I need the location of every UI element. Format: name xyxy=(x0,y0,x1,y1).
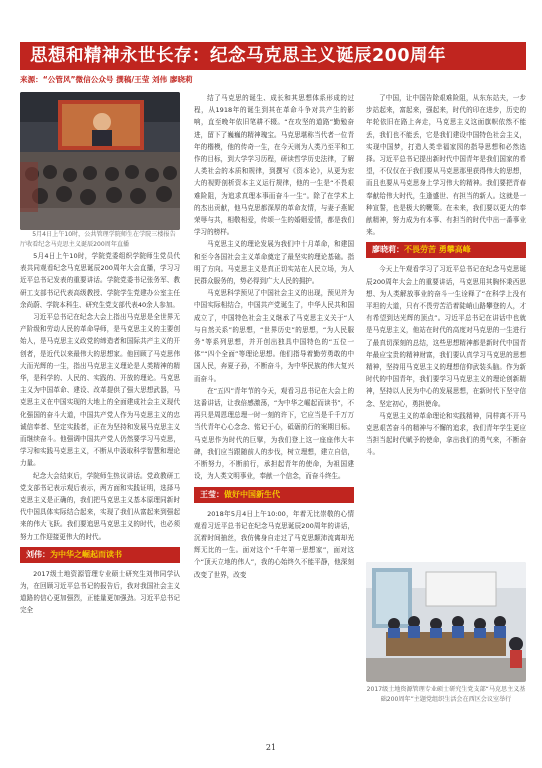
col2-paragraph-4: 在“五四”青年节的今天，观看习总书记在大会上的这番讲话，让我倍感激荡，“为中华之崛起而读书”，不再只是周恩理总理一时一刻的许下，它应当是千千万万当代青年心心念念、铭记于心，砥砺前行的案期目标。马克思作为时代的巨擘，为我们登上这一座座伟大丰碑，我们应当跟随前人的步伐，树立理想，建立自信，不断努力，不断前行，承担起青年的使命，为祖国建设，为人类文明事业，奉献一个信念，而奋斗终生。 xyxy=(194,386,354,481)
column-1 xyxy=(20,92,180,617)
col2-paragraph-3: 马克思科学预见了中国社会主义的出现，预见并为中国实际相结合，中国共产党诞生了，中华人民共和国成立了，中国特色社会主义继承了马克思主义关于“人与自然关系”的思想，“世界历史”的思想，“为人民服务”等系列思想，并开创出独具中国特色的“五位一体”“四个全面”等理论思想。他们指导着勤劳勇敢的中国人民，奔夏子孙，不断奋斗，为中华民族的伟大复兴而奋斗。 xyxy=(194,289,354,383)
col3-paragraph-2: 今天上午观看学习了习近平总书记在纪念马克思诞辰200周年大会上的重要讲话，马克思用其胸怀秉西思想、为人类解放事业的奋斗一生诠释了“在科学上没有平坦的大道，只有不畏劳苦沿着陡峭山路攀登的人，才有希望到达光辉的顶点”。习近平总书记在讲话中也就是马克思主义，他站在时代的高度对马克思的一生进行了最真切深刻的总结，这些思想精神都是新时代中国青年最应宝贵的精神财富，我们要认真学习马克思的思想精神，坚持用马克思主义的理想信仰武装头脑。作为新时代的中国青年，我们要学习马克思主义的理论创新精神，坚持以人民为中心的发展思想，在新时代下坚守信念、坚定初心，勇担使命。 xyxy=(366,265,526,408)
col1-paragraph-4: 2017级土地资源管理专业硕士研究生刘伟同学认为，在回顾习近平总书记的报告后，我对我国社会主义道路的信心更加强烈，正能量更加强劲。习近平总书记完全 xyxy=(20,569,180,615)
col3-paragraph-1: 了中国，让中国告除艰难险阻，从东东站夫，一步步站起来，富起来，强起来，时代的印在进步，历史的年轮依旧在路上奔走，马克思主义这面旗帜依然不能丢，我们也不能丢，它是我们建设中国特色社会主义，实现中国梦，打造人类幸福家园的指导思想和必然选择。习近平总书记提出新时代中国青年是我们国家的希望，不仅仅在于我们要从马克思那里获得伟大的思想，而且也要从马克思身上学习伟大的精神。我们要把青春奉献给伟大时代，生逢盛世、有担当的新人。这就是一种宣誓，也是极大的鞭策。在未来，我们要以更大的奉献精神，努力成为有本事、有担当的时代中出一番事业来。 xyxy=(366,94,526,237)
page-title: 思想和精神永世长存：纪念马克思主义诞辰200周年 xyxy=(30,46,447,66)
photo-caption-top: 5月4日上午10时，公共管理学院师生在学院三楼报告厅收看纪念马克思主义诞辰200周年直播 xyxy=(20,231,176,248)
photo-lecture-hall xyxy=(20,92,180,230)
column-3 xyxy=(366,92,526,459)
meeting-room-image xyxy=(366,562,526,682)
section-title: 不畏劳苦 勇攀高峰 xyxy=(404,245,471,255)
col2-paragraph-5: 2018年5月4日上午10:00，年着无比崇敬的心情观看习近平总书记在纪念马克思诞辰200周年的讲话，沉着时间抽丝，我仿佛身自走过了马克思颠沛流离却光辉无比的一生。面对这个“千年第一思想家”，面对这个“顶天立地的伟人”，我的心始终久不能平静，他深刻改变了世界，改变 xyxy=(194,509,354,579)
page-number: 21 xyxy=(265,743,277,752)
column-2 xyxy=(194,92,354,581)
photo-meeting-room xyxy=(366,562,526,682)
source-byline: 来源：“公管风”微信公众号 撰稿/王莹 刘伟 廖晓莉 xyxy=(20,75,193,84)
section-title: 做好中国新生代 xyxy=(224,489,280,499)
section-heading-wangying xyxy=(194,487,354,503)
col1-paragraph-3: 纪念大会结束后，学院师生热议讲话。党政教研工党支部书记表示观后表示，两方面和实践证明，选择马克思主义是正确的，我们把马克思主义基本原理同新时代中国具体实际结合起来，实现了我们从富起来到强起来的伟大飞跃。我们要追思马克思主义的时代，也必须努力工作迎接更伟大的时代。 xyxy=(20,471,180,541)
section-heading-liaoxiaoli xyxy=(366,242,526,258)
photo-caption-bottom: 2017级土地资源管理专业硕士研究生党支部“马克思主义基础200周年”主题党组织生活会在西区会议室举行 xyxy=(366,686,526,703)
lecture-hall-image xyxy=(20,92,180,230)
photo-meeting-block xyxy=(366,562,526,711)
section-title: 为中华之崛起而读书 xyxy=(50,549,122,559)
section-author: 王莹： xyxy=(200,489,224,499)
col3-paragraph-3: 马克思主义的革命理论和实践精神，同样离不开马克思艰苦奋斗的精神与不懈的追求，我们青年学生更应当担当起时代赋予的使命，拿出我们的勇气来，不断奋斗。 xyxy=(366,411,526,457)
col1-paragraph-1: 5月4日上午10时，学院党委组织学院师生党员代表共同观看纪念马克思诞辰200周年大会直播，学习习近平总书记发表的重要讲话。学院党委书记张务军、教研工支部书记代表高级教授、学院学生党建办公室主任余尚蔚、学院本科生、研究生党支部代表40余人参加。 xyxy=(20,252,180,309)
col2-paragraph-2: 马克思主义的理论发展为我们中十月革命，和建国和至今各国社会主义革命奠定了最坚实的理论基础。指明了方向。马克思主义是真正切实站在人民立场，为人民群众服务的，势必得到广大人民的拥护。 xyxy=(194,240,354,286)
col2-paragraph-1: 结了马克思的诞生、成长和其思想体系形成的过程，从1918年的诞生到其在革命斗争对共产生的影响，直至晚年依旧笔耕不辍。“在攻坚的道路”勤勉奋进，留下了巍巍的精神瑰宝。马克思堪称当代者一位青年的楷模，他的传奇一生，在今天则为人类乃至平和工作的目标，到大学学习历程，研读哲学历史法律，了解人类社会的本质和规律，到撰写《资本论》，从更为宏大的视野剖析资本主义运行规律，他的一生是“不畏艰难险阻，为追求真理本事而奋斗一生”。除了在学术上的杰出贡献，他马克思都深厚的革命友情，与妻子燕妮荣辱与共，相敬相爱，传颂一生的婚姻爱情，都是我们学习的榜样。 xyxy=(194,94,354,237)
title-banner xyxy=(20,42,526,70)
section-author: 刘伟： xyxy=(26,549,50,559)
col1-paragraph-2: 习近平总书记在纪念大会上指出马克思是全世界无产阶级和劳动人民的革命导师，是马克思主义的主要创始人，是马克思主义政党的缔造者和国际共产主义的开创者，是近代以来最伟大的思想家。他回顾了马克思伟大而光辉的一生，指出马克思主义理论是人类精神的精华，是科学的、人民的、实践的、开放的理论。马克思主义为中国革命、建设、改革提供了强大思想武器，马克思主义在中国实现的大地上的全面建成社会主义现代化强国的奋斗大道，中国共产党人作为马克思主义的忠诚信奉者、坚定实践者，正在为坚持和发展马克思主义而继续奋斗。他强调中国共产党人仍然要学习马克思，学习和实践马克思主义，不断从中汲取科学智慧和理论力量。 xyxy=(20,313,180,468)
section-heading-liuwei xyxy=(20,547,180,563)
section-author: 廖晓莉： xyxy=(372,245,404,255)
